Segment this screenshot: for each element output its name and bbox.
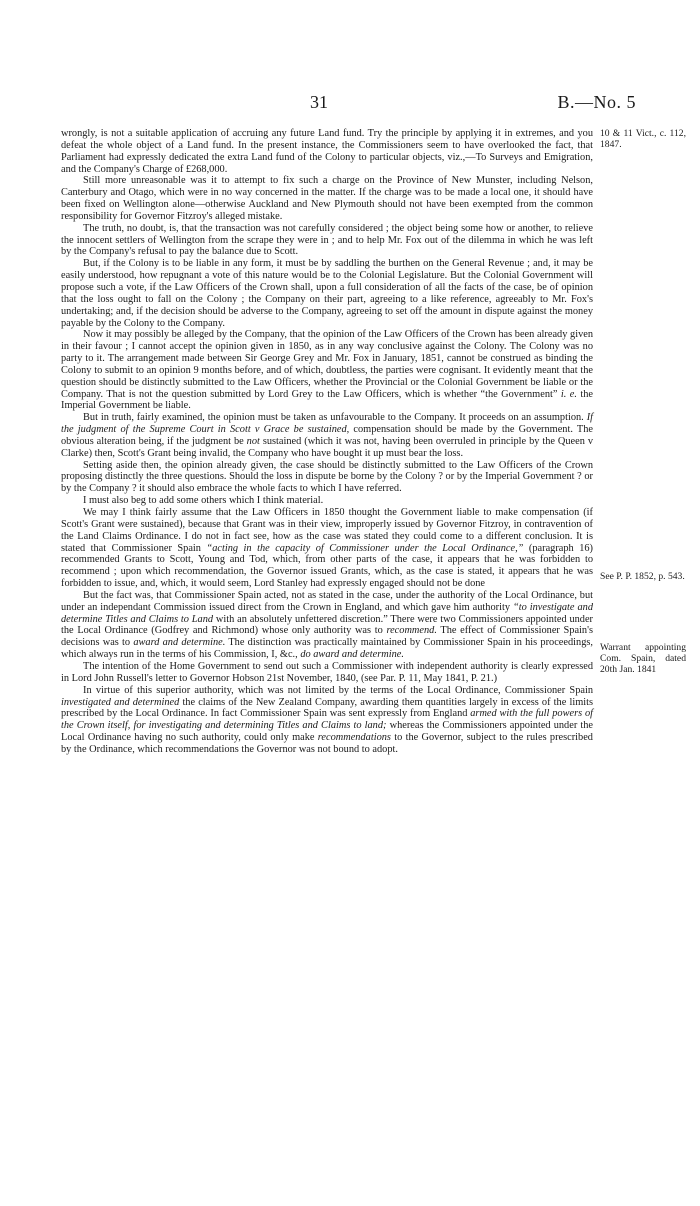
page-number: 31 <box>310 92 328 112</box>
italic-run: recommend. <box>386 625 437 637</box>
text-run: (paragraph 16) recommended Grants to Scott, Young and Tod, which, from other parts of the case, it appears that he was forbidden to recommend ; upon which recommendation, the Governor issued Grants, which, as the case is stated, it appears that he was forbidden to issue, and, which, it would seem, Lord Stanley had expressly engaged should not be done <box>61 542 593 590</box>
margin-note-statute: 10 & 11 Vict., c. 112, 1847. <box>600 128 686 150</box>
text-run: The effect of Commissioner Spain's decisions was to <box>61 625 593 649</box>
text-run: whereas the Commissioners appointed under the Local Ordinance having no such authority, could only make <box>61 720 594 744</box>
paragraph: wrongly, is not a suitable application of accruing any future Land fund. Try the principle by applying it in extremes, and you defeat the whole object of a Land fund. In the present instance, the Commissioners seem to have overlooked the fact, that Parliament had expressly dedicated the extra Land fund of the Colony to particular objects, viz.,—To Surveys and Emigration, and the Company's Charge of £268,000. <box>61 128 593 175</box>
paragraph <box>61 507 593 590</box>
paragraph: Setting aside then, the opinion already given, the case should be distinctly submitted to the Law Officers of the Crown proposing distinctly the three questions. Should the loss in dispute be borne by the Colony ? or by the Imperial Government ? or by the Company ? it should also embrace the whole facts to which I have referred. <box>61 459 593 495</box>
italic-run: i. e. <box>560 388 577 400</box>
paragraph <box>61 590 593 661</box>
italic-run: award and determine. <box>133 637 226 649</box>
margin-note-warrant: Warrant appointing Com. Spain, dated 20th Jan. 1841 <box>600 642 686 675</box>
text-run: compensation should be made by the Government. The obvious alteration being, if the judgment be <box>61 424 593 447</box>
paragraph: I must also beg to add some others which I think material. <box>83 495 324 507</box>
italic-run: “to investigate and determine Titles and Claims to Land <box>61 601 593 625</box>
paragraph <box>61 685 593 756</box>
paragraph <box>61 412 593 459</box>
text-run: But in truth, fairly examined, the opinion must be taken as unfavourable to the Company. It proceeds on an assumption. <box>83 412 584 424</box>
text-run: sustained (which it was not, having been overruled in principle by the Queen v Clarke) then, Scott's Grant being invalid, the Company who have bought it up must bear the loss. <box>61 435 594 459</box>
text-run: Now it may possibly be alleged by the Company, that the opinion of the Law Officers of the Crown has been already given in their favour ; I cannot accept the opinion given in 1850, as in any way conclusive against the Colony. The Colony was no party to it. The arrangement made between Sir George Grey and Mr. Fox in January, 1851, cannot be construed as binding the Colony to submit to an opinion 9 months before, and of which, doubtless, the parties were cognisant. It evidently meant that the question should be distinctly submitted to the Law Officers, whether the Provincial or the Colonial Government be liable or the Company. That is not the question submitted by Lord Grey to the Law Officers, which is whether “the Government” <box>61 329 593 400</box>
text-run: The distinction was practically maintained by Commissioner Spain in his proceedings, which always run in the terms of his Commission, I, &c., <box>61 637 593 661</box>
italic-run: “acting in the capacity of Commissioner under the Local Ordinance,” <box>206 542 524 554</box>
text-run: But the fact was, that Commissioner Spain acted, not as stated in the case, under the authority of the Local Ordinance, but under an independant Commission issued direct from the Crown in England, and which gave him authority <box>61 589 593 613</box>
text-run: In virtue of this superior authority, which was not limited by the terms of the Local Ordinance, Commissioner Spain <box>83 684 593 696</box>
paragraph: The truth, no doubt, is, that the transaction was not carefully considered ; the object being some how or another, to relieve the innocent settlers of Wellington from the scrape they were in ; and to help Mr. Fox out of the dilemma in which he was left by the Company's refusal to pay the balance due to Scott. <box>61 222 593 258</box>
text-run: the claims of the New Zealand Company, awarding them quantities largely in excess of the limits prescribed by the Local Ordinance. In fact Commissioner Spain was sent expressly from England <box>61 696 594 720</box>
italic-run: not <box>246 435 260 447</box>
italic-run: If the judgment of the Supreme Court in Scott v Grace be sustained, <box>61 412 594 436</box>
italic-run: investigated and determined <box>61 696 180 708</box>
paragraph: But, if the Colony is to be liable in any form, it must be by saddling the burthen on the General Revenue ; and, it may be easily understood, how repugnant a vote of this nature would be to the Colonial Legislature. But the Colonial Government will propose such a vote, if the Law Officers of the Crown shall, upon a full consideration of all the facts of the case, be of opinion that the loss ought to fall on the Colony ; the Company on their part, agreeing to a like reference, agreeably to Mr. Fox's undertaking; and, if the decision should be adverse to the Company, agreeing to set off the amount in dispute against the money payable by the Colony to the Company. <box>61 258 593 329</box>
italic-run: armed with the full powers of the Crown itself, for investigating and determining Titles and Claims to land; <box>61 708 593 732</box>
text-run: with an absolutely unfettered discretion.” There were two Commissioners appointed under the Local Ordinance (Godfrey and Richmond) whose only authority was to <box>61 613 593 637</box>
italic-run: do award and determine. <box>300 649 404 661</box>
text-run: to the Governor, subject to the rules prescribed by the Ordinance, which recommendations the Governor was not bound to adopt. <box>61 732 593 755</box>
italic-run: recommendations <box>317 732 391 744</box>
paragraph: The intention of the Home Government to send out such a Commissioner with independent authority is clearly expressed in Lord John Russell's letter to Governor Hobson 21st November, 1840, (see Par. P. 11, May 1841, P. 21.) <box>61 660 593 684</box>
text-run: We may I think fairly assume that the Law Officers in 1850 thought the Government liable to make compensation (if Scott's Grant were sustained), because that Grant was in their view, improperly issued by Governor Fitzroy, in contravention of the Land Claims Ordinance. I do not in fact see, how as the case was stated they could come to a different conclusion. It is stated that Commissioner Spain <box>61 507 593 554</box>
body-text <box>61 128 593 756</box>
document-reference: B.—No. 5 <box>557 92 636 112</box>
margin-note-parliamentary-paper: See P. P. 1852, p. 543. <box>600 571 685 582</box>
paragraph: Still more unreasonable was it to attempt to fix such a charge on the Province of New Munster, including Nelson, Canterbury and Otago, which were in no way concerned in the matter. If the charge was to be made a local one, it should have been fixed on Wellington alone—otherwise Auckland and New Plymouth should not have been exempted from the common responsibility for Governor Fitzroy's alleged mistake. <box>61 175 593 222</box>
paragraph <box>61 329 593 412</box>
text-run: the Imperial Government be liable. <box>61 388 593 412</box>
page-header <box>0 92 700 114</box>
